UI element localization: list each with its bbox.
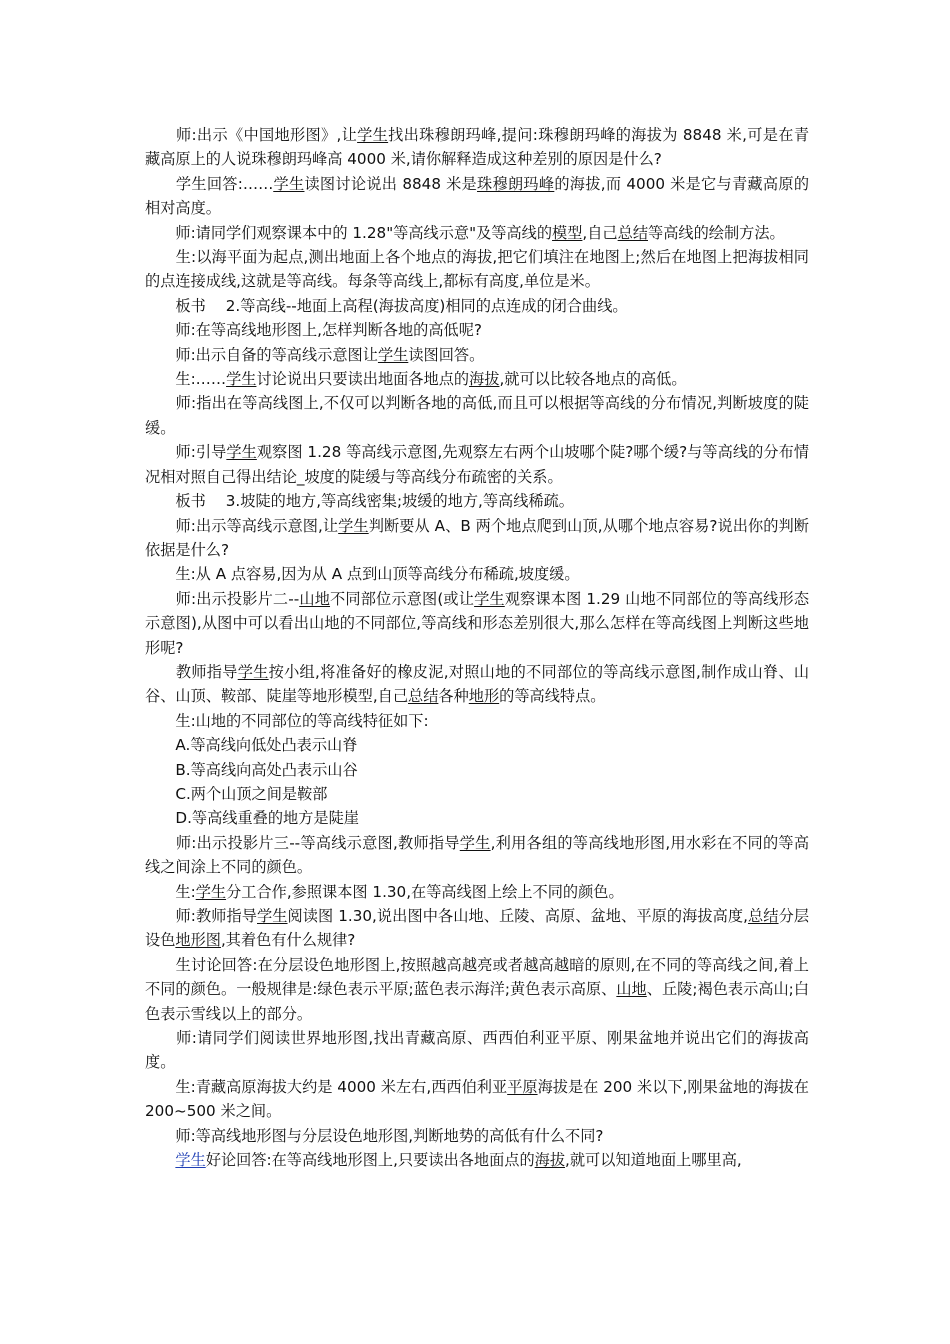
paragraph: [145, 587, 809, 660]
text-run: B.等高线向高处凸表示山谷: [145, 760, 358, 779]
text-run: 生:山地的不同部位的等高线特征如下:: [145, 711, 429, 730]
paragraph: [145, 172, 809, 221]
underlined-term: 地形图: [175, 931, 221, 950]
text-run: 读图回答。: [408, 345, 485, 364]
underlined-term: 珠穆朗玛峰: [477, 174, 555, 193]
text-run: [145, 1151, 175, 1169]
text-run: 生:以海平面为起点,测出地面上各个地点的海拔,把它们填注在地图上;然后在地图上把海拔相同的点连接成线,这就是等高线。每条等高线上,都标有高度,单位是米。: [145, 248, 809, 291]
paragraph: [145, 831, 809, 880]
paragraph: [145, 782, 809, 806]
text-run: 师:出示等高线示意图,让: [145, 516, 339, 535]
underlined-term: 模型: [552, 223, 583, 242]
underlined-term: 学生: [377, 345, 409, 364]
underlined-term: 学生: [273, 174, 305, 193]
text-run: 生:从 A 点容易,因为从 A 点到山顶等高线分布稀疏,坡度缓。: [145, 565, 580, 584]
text-run: 阅读图 1.30,说出图中各山地、丘陵、高原、盆地、平原的海拔高度,: [287, 907, 748, 925]
text-run: C.两个山顶之间是鞍部: [145, 784, 328, 803]
underlined-term: 学生: [257, 907, 288, 925]
text-run: 师:出示自备的等高线示意图让: [145, 345, 378, 364]
text-run: 板书 3.坡陡的地方,等高线密集;坡缓的地方,等高线稀疏。: [145, 492, 574, 511]
underlined-term: 总结: [747, 907, 779, 925]
text-run: 不同部位示意图(或让: [330, 589, 475, 608]
underlined-term: 学生: [338, 516, 369, 535]
paragraph: [145, 514, 809, 563]
underlined-term: 山地: [299, 589, 331, 608]
text-run: 师:出示投影片二--: [145, 589, 300, 608]
text-run: 师:教师指导: [145, 907, 257, 925]
text-run: 师:指出在等高线图上,不仅可以判断各地的高低,而且可以根据等高线的分布情况,判断坡度的陡缓。: [145, 394, 809, 437]
underlined-term: 海拔: [469, 370, 500, 389]
underlined-term: 总结: [617, 223, 648, 242]
text-run: 、丘陵;褐色表示高山;白色表示雪线以上的部分。: [145, 980, 810, 1023]
paragraph: [145, 904, 809, 953]
underlined-term: 学生: [237, 662, 269, 681]
text-run: 师:在等高线地形图上,怎样判断各地的高低呢?: [145, 321, 482, 340]
document-body: [145, 123, 809, 1172]
text-run: 各种: [438, 687, 469, 706]
paragraph: [145, 221, 809, 245]
text-run: 生讨论回答:在分层设色地形图上,按照越高越亮或者越高越暗的原则,在不同的等高线之间,着上不同的颜色。一般规律是:绿色表示平原;蓝色表示海洋;黄色表示高原、: [145, 955, 809, 999]
paragraph: [145, 1124, 809, 1148]
text-run: 师:出示《中国地形图》,让: [145, 126, 358, 144]
paragraph: [145, 806, 809, 830]
paragraph: [145, 343, 809, 367]
text-run: 学生回答:……: [145, 174, 274, 193]
paragraph: [145, 440, 809, 489]
paragraph: [145, 1075, 809, 1124]
text-run: 的海拔,而 4000 米是它与青藏高原的相对高度。: [145, 174, 810, 218]
text-run: 好论回答:在等高线地形图上,只要读出各地面点的: [205, 1151, 535, 1170]
text-run: 生:青藏高原海拔大约是 4000 米左右,西西伯利亚: [145, 1077, 508, 1096]
paragraph: [145, 562, 809, 586]
paragraph: [145, 391, 809, 440]
text-run: 教师指导: [145, 662, 238, 681]
underlined-term: 山地: [616, 980, 647, 999]
text-run: 分层设色: [145, 907, 810, 950]
text-run: 师:等高线地形图与分层设色地形图,判断地势的高低有什么不同?: [145, 1126, 604, 1145]
text-run: 生:……: [145, 370, 227, 389]
underlined-term: 学生: [459, 833, 491, 852]
paragraph: [145, 733, 809, 757]
underlined-term: 学生: [474, 589, 505, 608]
text-run: 等高线的绘制方法。: [648, 223, 785, 242]
text-run: D.等高线重叠的地方是陡崖: [145, 809, 359, 828]
underlined-term: 平原: [507, 1077, 538, 1096]
text-run: 观察课本图 1.29 山地不同部位的等高线形态示意图),从图中可以看出山地的不同部位,等高线和形态差别很大,那么怎样在等高线图上判断这些地形呢?: [145, 589, 810, 657]
paragraph: [145, 367, 809, 391]
text-run: 师:请同学们观察课本中的 1.28"等高线示意"及等高线的: [145, 223, 553, 242]
text-run: ,自己: [582, 223, 618, 242]
paragraph: [145, 953, 809, 1026]
paragraph: [145, 123, 809, 172]
text-run: ,就可以比较各地点的高低。: [499, 370, 687, 389]
underlined-term: 学生: [226, 370, 257, 389]
underlined-term: 学生: [175, 1151, 206, 1170]
text-run: 师:请同学们阅读世界地形图,找出青藏高原、西西伯利亚平原、刚果盆地并说出它们的海拔高度。: [145, 1029, 809, 1072]
text-run: 的等高线特点。: [499, 687, 606, 706]
text-run: ,利用各组的等高线地形图,用水彩在不同的等高线之间涂上不同的颜色。: [145, 833, 810, 877]
paragraph: [145, 660, 809, 709]
paragraph: [145, 758, 809, 782]
paragraph: [145, 1148, 809, 1172]
paragraph: [145, 245, 809, 294]
text-run: ,就可以知道地面上哪里高,: [565, 1151, 742, 1170]
paragraph: [145, 294, 809, 318]
text-run: 按小组,将准备好的橡皮泥,对照山地的不同部位的等高线示意图,制作成山脊、山谷、山顶、鞍部、陡崖等地形模型,自己: [145, 662, 810, 706]
text-run: 观察图 1.28 等高线示意图,先观察左右两个山坡哪个陡?哪个缓?与等高线的分布情况相对照自己得出结论_坡度的陡缓与等高线分布疏密的关系。: [145, 443, 810, 486]
text-run: A.等高线向低处凸表示山脊: [145, 736, 358, 755]
underlined-term: 总结: [408, 687, 439, 706]
underlined-term: 地形: [468, 687, 500, 706]
text-run: 判断要从 A、B 两个地点爬到山顶,从哪个地点容易?说出你的判断依据是什么?: [145, 516, 809, 559]
text-run: 师:出示投影片三--等高线示意图,教师指导: [145, 833, 460, 852]
text-run: 师:引导: [145, 443, 227, 462]
underlined-term: 学生: [195, 882, 227, 901]
underlined-term: 学生: [357, 126, 389, 144]
text-run: 海拔是在 200 米以下,刚果盆地的海拔在 200~500 米之间。: [145, 1077, 809, 1121]
underlined-term: 学生: [226, 443, 257, 462]
text-run: 分工合作,参照课本图 1.30,在等高线图上绘上不同的颜色。: [226, 882, 624, 901]
paragraph: [145, 709, 809, 733]
text-run: 讨论说出只要读出地面各地点的: [256, 370, 470, 389]
text-run: 生:: [145, 882, 196, 901]
paragraph: [145, 1026, 809, 1075]
text-run: ,其着色有什么规律?: [220, 931, 356, 950]
underlined-term: 海拔: [534, 1151, 566, 1170]
text-run: 找出珠穆朗玛峰,提问:珠穆朗玛峰的海拔为 8848 米,可是在青藏高原上的人说珠穆朗玛峰高 4000 米,请你解释造成这种差别的原因是什么?: [145, 126, 810, 169]
paragraph: [145, 489, 809, 513]
paragraph: [145, 318, 809, 342]
text-run: 读图讨论说出 8848 米是: [304, 174, 478, 193]
text-run: 板书 2.等高线--地面上高程(海拔高度)相同的点连成的闭合曲线。: [145, 296, 628, 315]
paragraph: [145, 880, 809, 904]
